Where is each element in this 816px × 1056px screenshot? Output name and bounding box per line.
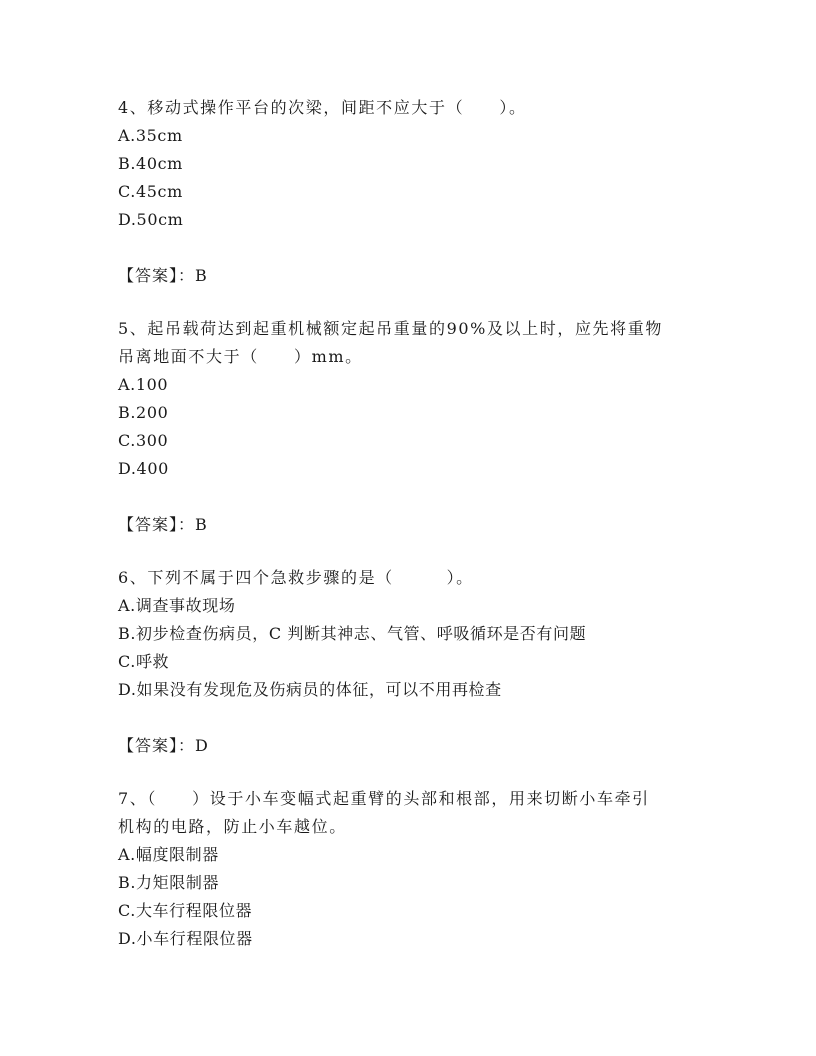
question-stem: 5、起吊载荷达到起重机械额定起吊重量的90%及以上时，应先将重物 [118,319,663,338]
option-a: A.幅度限制器 [118,845,219,864]
answer-label: 【答案】： [118,515,196,534]
option-b: B.200 [118,403,169,422]
answer-line [118,262,718,290]
option-b: B.力矩限制器 [118,873,220,892]
question-4 [118,94,718,290]
option-a: A.35cm [118,126,183,145]
option-c: C.45cm [118,182,183,201]
answer-value: B [195,266,208,285]
option-b: B.初步检查伤病员，C 判断其神志、气管、呼吸循环是否有问题 [118,624,587,643]
option-d: D.小车行程限位器 [118,929,253,948]
question-stem: 7、（ ）设于小车变幅式起重臂的头部和根部，用来切断小车牵引 [118,789,650,808]
option-a: A.调查事故现场 [118,596,236,615]
question-stem-continued: 吊离地面不大于（ ）mm。 [118,347,363,366]
document-page [118,94,718,953]
option-b: B.40cm [118,154,183,173]
option-d: D.50cm [118,210,184,229]
answer-value: D [195,736,209,755]
option-c: C.大车行程限位器 [118,901,253,920]
answer-label: 【答案】： [118,736,196,755]
option-c: C.300 [118,431,169,450]
answer-label: 【答案】： [118,266,196,285]
option-d: D.400 [118,459,169,478]
question-5 [118,315,718,539]
question-stem: 4、移动式操作平台的次梁，间距不应大于（ ）。 [118,98,527,117]
question-stem-continued: 机构的电路，防止小车越位。 [118,817,347,836]
option-a: A.100 [118,375,169,394]
question-6 [118,564,718,760]
option-c: C.呼救 [118,652,170,671]
question-stem: 6、下列不属于四个急救步骤的是（ ）。 [118,568,474,587]
answer-line [118,511,718,539]
answer-value: B [195,515,208,534]
option-d: D.如果没有发现危及伤病员的体征，可以不用再检查 [118,680,502,699]
answer-line [118,732,718,760]
question-7 [118,785,718,953]
